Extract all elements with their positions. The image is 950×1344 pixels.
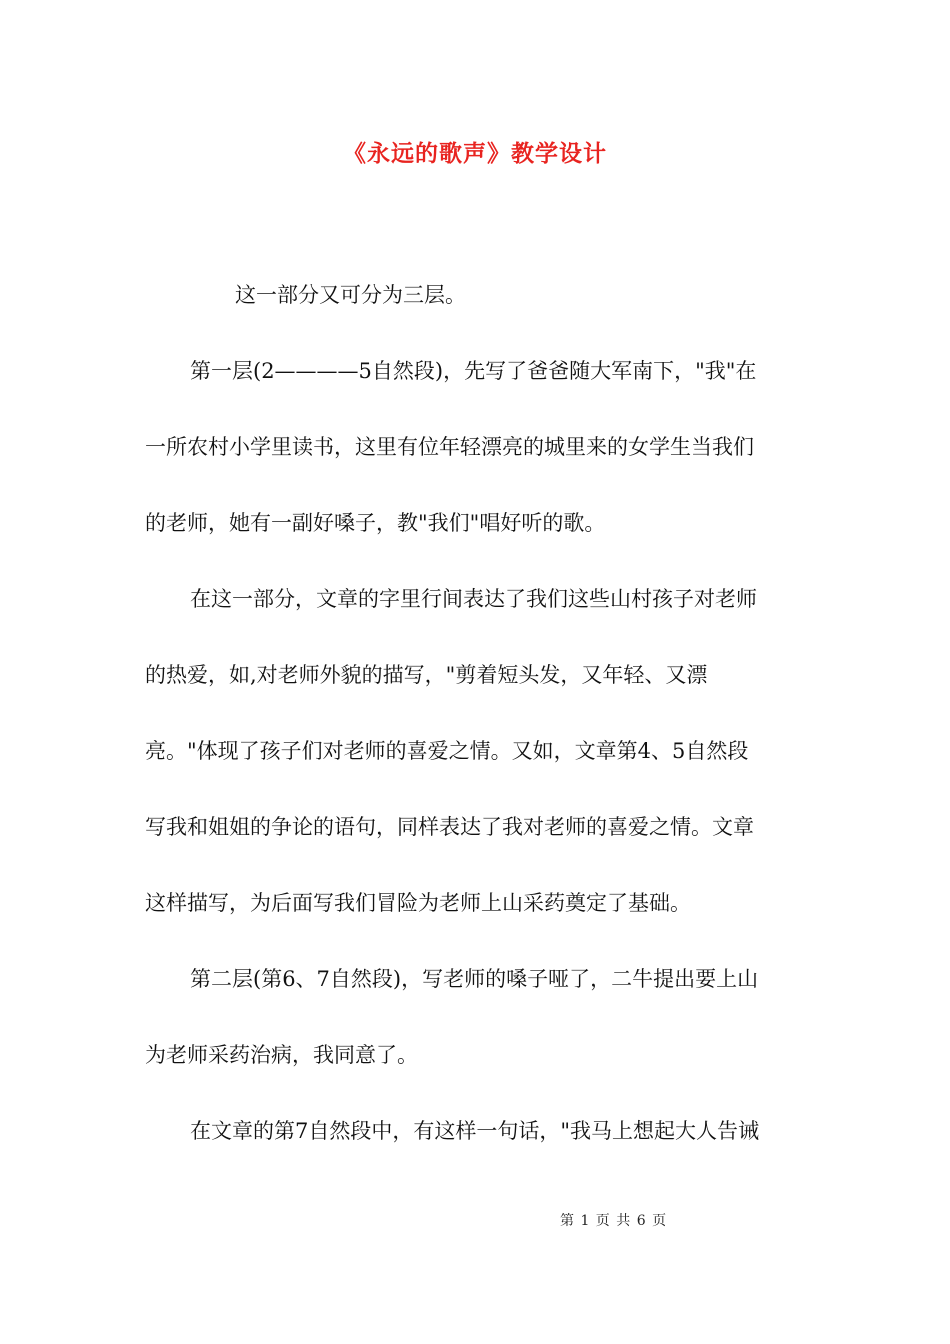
text-line: 写我和姐姐的争论的语句，同样表达了我对老师的喜爱之情。文章 bbox=[145, 815, 754, 839]
page-footer: 第 1 页 共 6 页 bbox=[560, 1213, 668, 1229]
text-line: 的老师，她有一副好嗓子，教"我们"唱好听的歌。 bbox=[145, 511, 606, 535]
text-line: 的热爱，如,对老师外貌的描写，"剪着短头发，又年轻、又漂 bbox=[145, 663, 708, 687]
text-line: 第二层(第6、7自然段)，写老师的嗓子哑了，二牛提出要上山 bbox=[190, 967, 759, 991]
document-body bbox=[145, 276, 807, 1150]
text-line: 在文章的第7自然段中，有这样一句话，"我马上想起大人告诫 bbox=[190, 1119, 760, 1143]
text-line: 在这一部分，文章的字里行间表达了我们这些山村孩子对老师 bbox=[190, 587, 757, 611]
text-line: 这一部分又可分为三层。 bbox=[235, 283, 466, 307]
text-line: 亮。"体现了孩子们对老师的喜爱之情。又如，文章第4、5自然段 bbox=[145, 739, 749, 763]
text-line: 第一层(2————5自然段)，先写了爸爸随大军南下，"我"在 bbox=[190, 359, 757, 383]
page-title: 《永远的歌声》教学设计 bbox=[343, 140, 607, 167]
text-line: 一所农村小学里读书，这里有位年轻漂亮的城里来的女学生当我们 bbox=[145, 435, 754, 459]
text-line: 这样描写，为后面写我们冒险为老师上山采药奠定了基础。 bbox=[145, 891, 691, 915]
text-line: 为老师采药治病，我同意了。 bbox=[145, 1043, 418, 1067]
